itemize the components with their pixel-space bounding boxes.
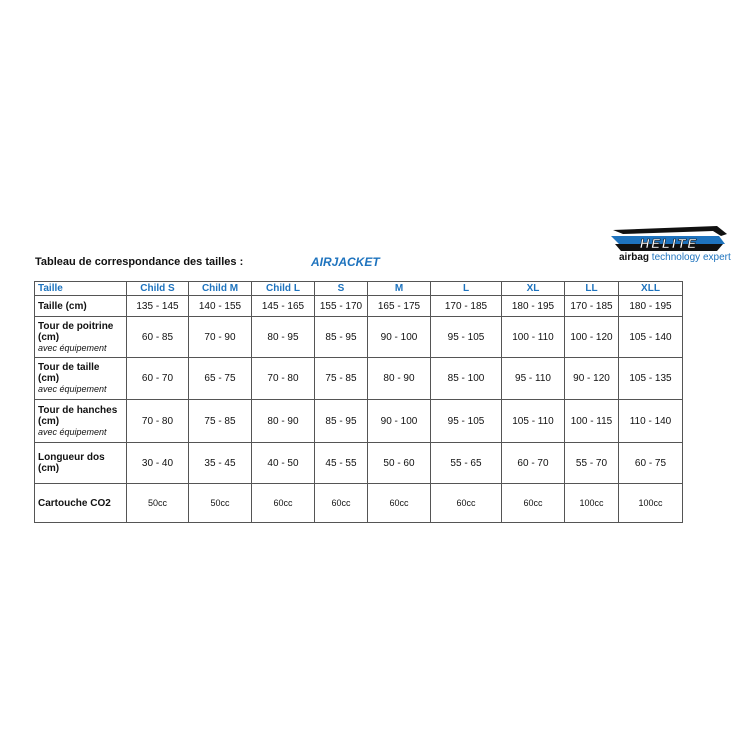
- row-label-text: Tour de hanches (cm): [38, 404, 118, 427]
- table-cell: 35 - 45: [189, 443, 252, 484]
- row-note: avec équipement: [38, 426, 107, 437]
- table-cell: 60cc: [502, 484, 565, 523]
- table-cell: 90 - 120: [565, 358, 619, 400]
- logo-wordmark: HELITE: [639, 236, 699, 251]
- row-label-text: Tour de taille (cm): [38, 362, 100, 384]
- table-row: [35, 443, 683, 484]
- table-cell: 90 - 100: [368, 400, 431, 443]
- table-cell: 180 - 195: [502, 296, 565, 317]
- helite-logo-mark: [609, 224, 729, 254]
- row-label: [35, 317, 127, 358]
- header-ll: LL: [565, 282, 619, 296]
- product-name: AIRJACKET: [311, 255, 380, 269]
- table-cell: 80 - 95: [252, 317, 315, 358]
- row-label-text: Tour de poitrine (cm): [38, 320, 114, 343]
- header-s: S: [315, 282, 368, 296]
- header-xll: XLL: [619, 282, 683, 296]
- table-cell: 70 - 80: [252, 358, 315, 400]
- table-cell: 165 - 175: [368, 296, 431, 317]
- table-cell: 135 - 145: [127, 296, 189, 317]
- logo-tagline-bold: airbag: [619, 252, 650, 263]
- table-cell: 170 - 185: [565, 296, 619, 317]
- row-label: [35, 443, 127, 484]
- table-cell: 70 - 80: [127, 400, 189, 443]
- table-cell: 85 - 95: [315, 317, 368, 358]
- table-row: [35, 484, 683, 523]
- table-cell: 70 - 90: [189, 317, 252, 358]
- header-child-s: Child S: [127, 282, 189, 296]
- row-label: [35, 400, 127, 443]
- table-cell: 60cc: [431, 484, 502, 523]
- logo-tagline-rest: technology expert: [651, 252, 731, 263]
- table-cell: 85 - 100: [431, 358, 502, 400]
- helite-logo: [609, 224, 729, 266]
- table-cell: 140 - 155: [189, 296, 252, 317]
- table-cell: 60 - 70: [127, 358, 189, 400]
- table-cell: 60 - 85: [127, 317, 189, 358]
- table-cell: 145 - 165: [252, 296, 315, 317]
- header-row: [35, 282, 683, 296]
- table-cell: 100 - 120: [565, 317, 619, 358]
- table-cell: 85 - 95: [315, 400, 368, 443]
- header-taille: Taille: [35, 282, 127, 296]
- table-cell: 50cc: [127, 484, 189, 523]
- row-note: avec équipement: [38, 384, 107, 394]
- table-row: [35, 358, 683, 400]
- table-cell: 80 - 90: [252, 400, 315, 443]
- header-child-l: Child L: [252, 282, 315, 296]
- table-cell: 50cc: [189, 484, 252, 523]
- table-cell: 90 - 100: [368, 317, 431, 358]
- table-cell: 180 - 195: [619, 296, 683, 317]
- table-cell: 170 - 185: [431, 296, 502, 317]
- table-cell: 65 - 75: [189, 358, 252, 400]
- size-chart-table: [34, 281, 683, 523]
- table-cell: 45 - 55: [315, 443, 368, 484]
- table-row: [35, 296, 683, 317]
- table-cell: 30 - 40: [127, 443, 189, 484]
- table-cell: 55 - 65: [431, 443, 502, 484]
- table-cell: 40 - 50: [252, 443, 315, 484]
- table-cell: 75 - 85: [315, 358, 368, 400]
- table-cell: 110 - 140: [619, 400, 683, 443]
- table-cell: 95 - 105: [431, 400, 502, 443]
- table-cell: 100 - 110: [502, 317, 565, 358]
- header-xl: XL: [502, 282, 565, 296]
- table-cell: 95 - 105: [431, 317, 502, 358]
- header-l: L: [431, 282, 502, 296]
- header-m: M: [368, 282, 431, 296]
- row-label: [35, 358, 127, 400]
- table-cell: 100cc: [565, 484, 619, 523]
- page-title: Tableau de correspondance des tailles :: [35, 256, 244, 268]
- row-label: [35, 484, 127, 523]
- table-cell: 55 - 70: [565, 443, 619, 484]
- table-cell: 60cc: [252, 484, 315, 523]
- row-label-text: Taille (cm): [38, 300, 87, 312]
- table-cell: 75 - 85: [189, 400, 252, 443]
- row-label-text: Longueur dos (cm): [38, 452, 105, 474]
- table-cell: 80 - 90: [368, 358, 431, 400]
- table-row: [35, 400, 683, 443]
- table-cell: 100cc: [619, 484, 683, 523]
- row-label: [35, 296, 127, 317]
- table-cell: 60 - 75: [619, 443, 683, 484]
- table-cell: 105 - 110: [502, 400, 565, 443]
- table-cell: 50 - 60: [368, 443, 431, 484]
- table-cell: 105 - 140: [619, 317, 683, 358]
- table-cell: 100 - 115: [565, 400, 619, 443]
- table-cell: 60cc: [368, 484, 431, 523]
- header-child-m: Child M: [189, 282, 252, 296]
- table-cell: 155 - 170: [315, 296, 368, 317]
- row-label-text: Cartouche CO2: [38, 497, 111, 509]
- table-cell: 105 - 135: [619, 358, 683, 400]
- table-cell: 60 - 70: [502, 443, 565, 484]
- table-cell: 95 - 110: [502, 358, 565, 400]
- table-cell: 60cc: [315, 484, 368, 523]
- row-note: avec équipement: [38, 342, 107, 353]
- logo-tagline: [619, 252, 731, 263]
- table-row: [35, 317, 683, 358]
